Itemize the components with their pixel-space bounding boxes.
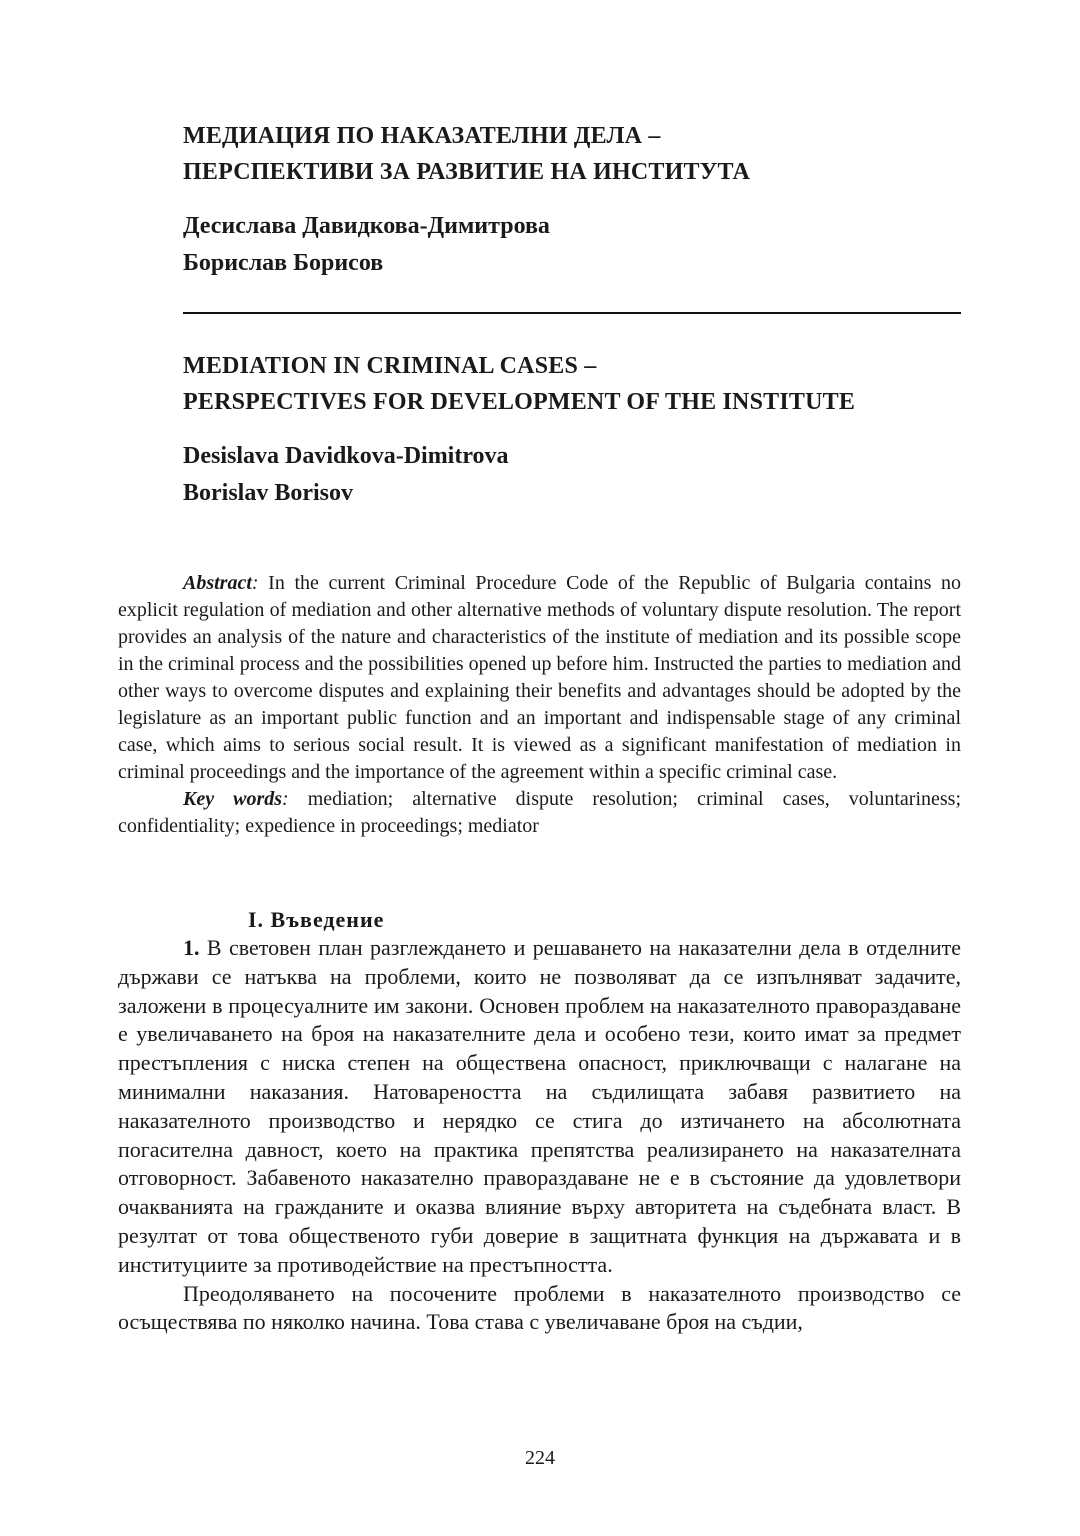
- section-heading: I. Въведение: [248, 907, 385, 932]
- page-number: 224: [525, 1447, 555, 1469]
- abstract-colon: :: [251, 572, 259, 594]
- abstract-section: [118, 570, 961, 840]
- english-author-1: Desislava Davidkova-Dimitrova: [183, 443, 509, 469]
- abstract-label: Abstract: [183, 572, 252, 594]
- keywords-text: mediation; alternative dispute resolution; criminal cases, voluntariness; confidentiality; expedience in proceedings; mediator: [118, 788, 962, 837]
- horizontal-divider: [183, 312, 961, 314]
- keywords-paragraph: [118, 786, 961, 840]
- bulgarian-header: [183, 118, 973, 282]
- english-author-2: Borislav Borisov: [183, 480, 354, 506]
- paragraph-number: 1.: [183, 935, 200, 960]
- body-paragraph-1: [118, 934, 961, 1280]
- body-paragraph-2: Преодоляването на посочените проблеми в наказателното производство се осъществява по няколко начина. Това става с увеличаване броя на съдии,: [118, 1280, 961, 1335]
- body-paragraph-1-text: В световен план разглеждането и решаването на наказателни дела в отделните държави се натъква на проблеми, които не позволяват да се изпълняват задачите, заложени в процесуалните им закони. Основен проблем на наказателното правораздаване е увеличаването на броя на наказателните дела и особено тези, които имат за предмет престъпления с ниска степен на обществена опасност, приключващи с налагане на минимални наказания. Натовареността на съдилищата забавя развитието на наказателното производство и нерядко се стига до изтичането на абсолютната погасителна давност, което на практика препятства реализирането на наказателната отговорност. Забавеното наказателно правораздаване не е в състояние да удовлетвори очакванията на гражданите и оказва влияние върху авторитета на съдебната власт. В резултат от това общественото губи доверие в защитната функция на държавата и в институциите за противодействие на престъпността.: [118, 935, 961, 1277]
- bulgarian-author-2: Борислав Борисов: [183, 250, 384, 276]
- bulgarian-title-line-1: МЕДИАЦИЯ ПО НАКАЗАТЕЛНИ ДЕЛА –: [183, 123, 661, 149]
- bulgarian-title-line-2: ПЕРСПЕКТИВИ ЗА РАЗВИТИЕ НА ИНСТИТУТА: [183, 159, 751, 185]
- introduction-section: [118, 906, 961, 1337]
- keywords-label: Key words: [183, 788, 283, 810]
- abstract-paragraph: [118, 570, 961, 786]
- keywords-colon: :: [282, 788, 289, 810]
- english-header: [183, 348, 973, 512]
- abstract-text: In the current Criminal Procedure Code of the Republic of Bulgaria contains no explicit regulation of mediation and other alternative methods of voluntary dispute resolution. The report provides an analysis of the nature and characteristics of the institute of mediation and its possible scope in the criminal process and the possibilities opened up before him. Instructed the parties to mediation and other ways to overcome disputes and explaining their benefits and advantages should be adopted by the legislature as an important public function and an important and indispensable stage of any criminal case, which aims to serious social result. It is viewed as a significant manifestation of mediation in criminal proceedings and the importance of the agreement within a specific criminal case.: [118, 572, 961, 783]
- bulgarian-author-1: Десислава Давидкова-Димитрова: [183, 213, 550, 239]
- english-title-line-1: MEDIATION IN CRIMINAL CASES –: [183, 353, 597, 379]
- english-title-line-2: PERSPECTIVES FOR DEVELOPMENT OF THE INSTITUTE: [183, 389, 856, 415]
